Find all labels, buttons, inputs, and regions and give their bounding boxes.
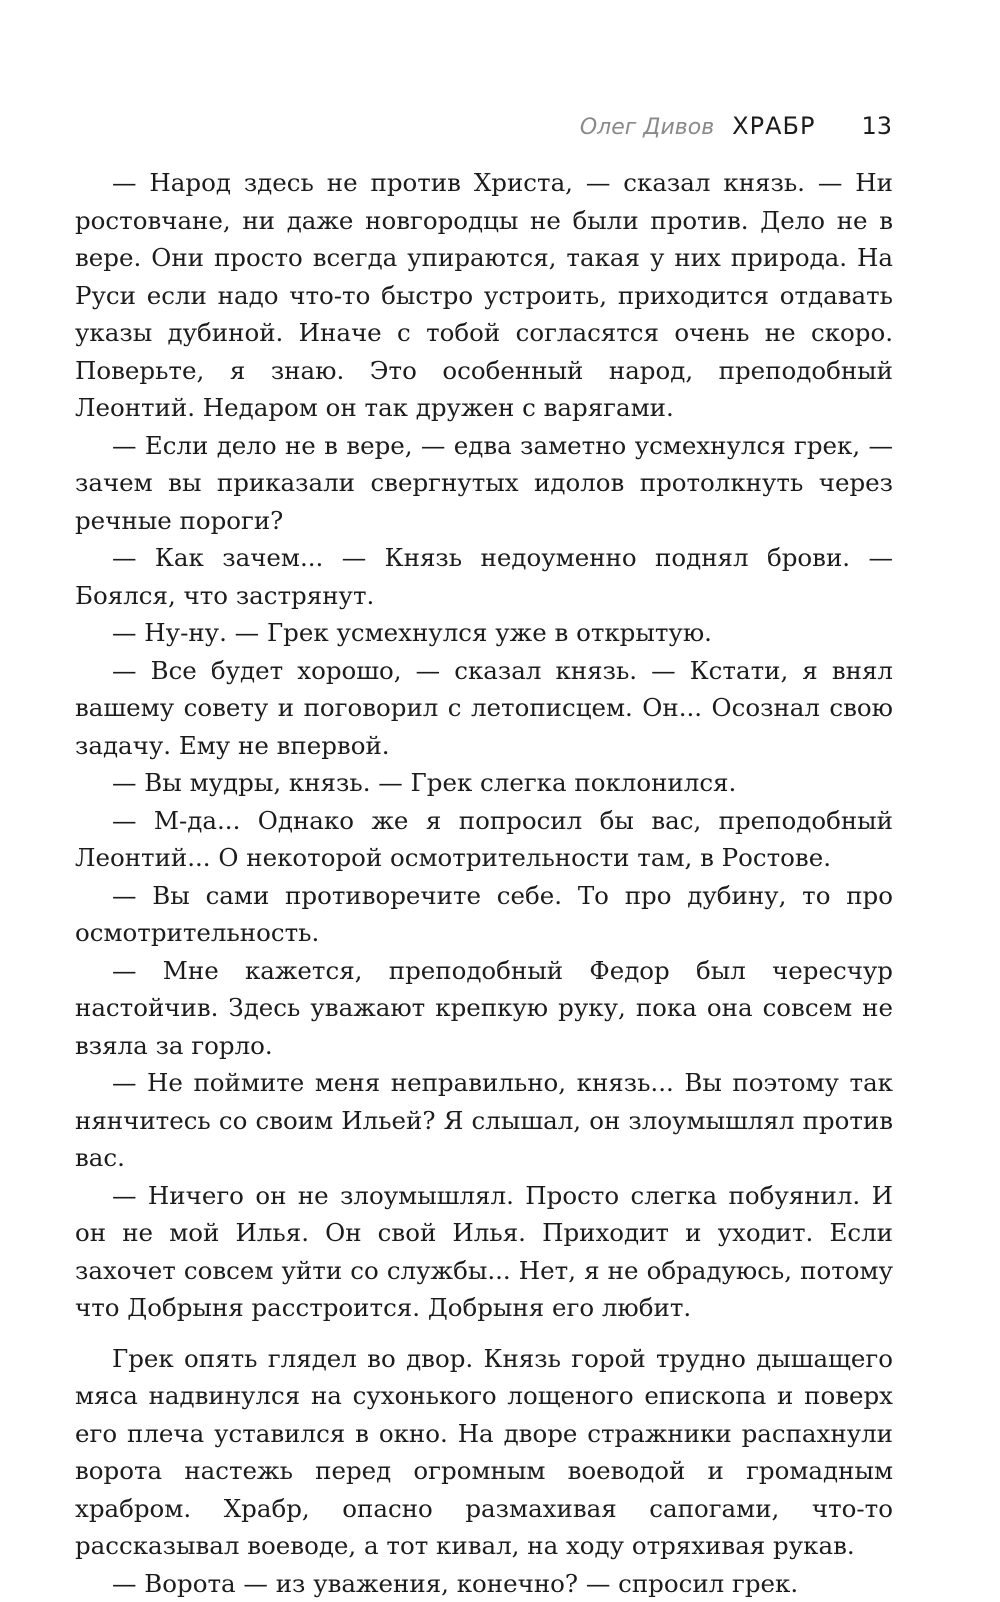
paragraph: — Ничего он не злоумышлял. Просто слегка побуянил. И он не мой Илья. Он свой Илья. Приходит и уходит. Если захочет совсем уйти со службы... Нет, я не обрадуюсь, потому что Добрыня расстроится. Добрыня его любит.: [75, 1177, 893, 1327]
paragraph: — Не поймите меня неправильно, князь... Вы поэтому так нянчитесь со своим Ильей? Я слышал, он злоумышлял против вас.: [75, 1064, 893, 1177]
page-number: 13: [861, 112, 892, 140]
paragraph: — Ворота — из уважения, конечно? — спросил грек.: [75, 1565, 893, 1602]
paragraph: — Народ здесь не против Христа, — сказал князь. — Ни ростовчане, ни даже новгородцы не были против. Дело не в вере. Они просто всегда упираются, такая у них природа. На Руси если надо что-то быстро устроить, приходится отдавать указы дубиной. Иначе с тобой согласятся очень не скоро. Поверьте, я знаю. Это особенный народ, преподобный Леонтий. Недаром он так дружен с варягами.: [75, 164, 893, 427]
running-head: [580, 112, 892, 140]
paragraph: — М-да... Однако же я попросил бы вас, преподобный Леонтий... О некоторой осмотрительности там, в Ростове.: [75, 802, 893, 877]
paragraph: — Мне кажется, преподобный Федор был чересчур настойчив. Здесь уважают крепкую руку, пока она совсем не взяла за горло.: [75, 952, 893, 1065]
paragraph: — Вы мудры, князь. — Грек слегка поклонился.: [75, 764, 893, 802]
paragraph: — Как зачем... — Князь недоуменно поднял брови. — Боялся, что застрянут.: [75, 539, 893, 614]
paragraph: — Все будет хорошо, — сказал князь. — Кстати, я внял вашему совету и поговорил с летописцем. Он... Осознал свою задачу. Ему не впервой.: [75, 652, 893, 765]
paragraph: — Ну-ну. — Грек усмехнулся уже в открытую.: [75, 614, 893, 652]
header-title: ХРАБР: [732, 112, 815, 140]
paragraph: Грек опять глядел во двор. Князь горой трудно дышащего мяса надвинулся на сухонького лощеного епископа и поверх его плеча уставился в окно. На дворе стражники распахнули ворота настежь перед огромным воеводой и громадным храбром. Храбр, опасно размахивая сапогами, что-то рассказывал воеводе, а тот кивал, на ходу отряхивая рукав.: [75, 1340, 893, 1565]
paragraph: — Если дело не в вере, — едва заметно усмехнулся грек, — зачем вы приказали свергнутых идолов протолкнуть через речные пороги?: [75, 427, 893, 540]
header-author: Олег Дивов: [580, 115, 714, 140]
paragraph: — Вы сами противоречите себе. То про дубину, то про осмотрительность.: [75, 877, 893, 952]
body-text: [75, 164, 893, 1602]
